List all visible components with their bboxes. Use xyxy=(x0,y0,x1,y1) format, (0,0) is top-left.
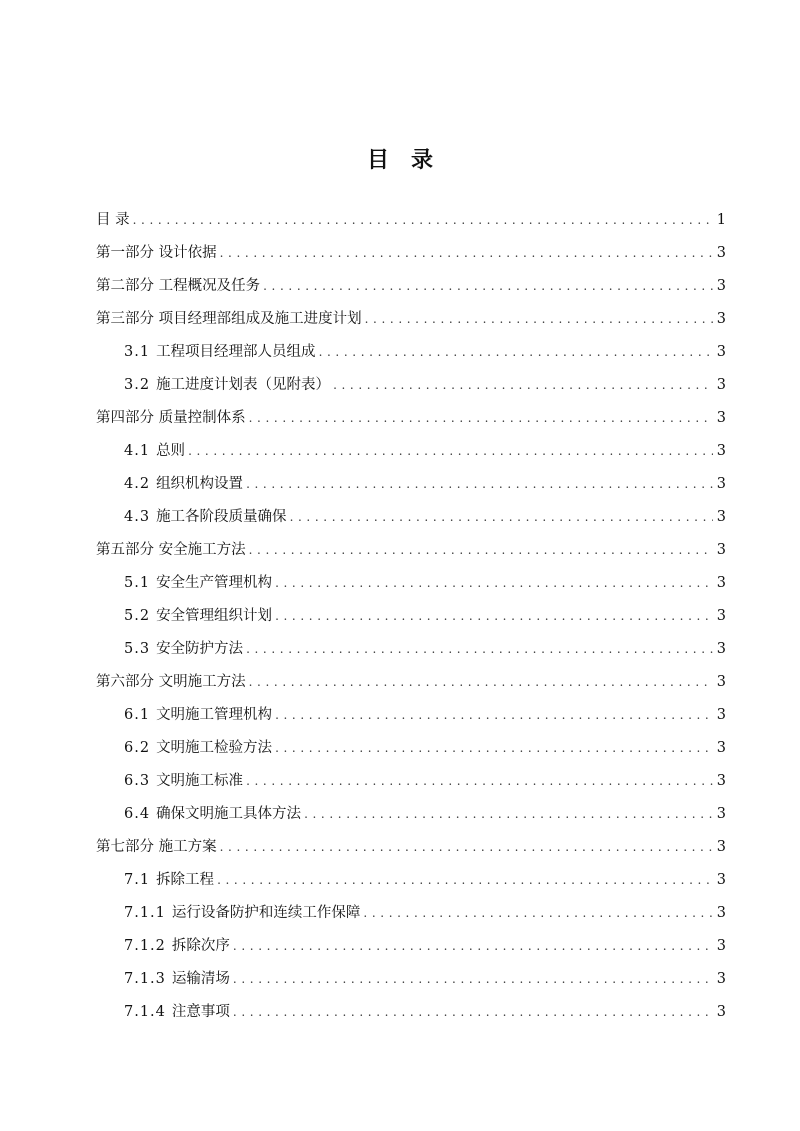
toc-entry-label xyxy=(96,270,260,303)
toc-entry-title: 第六部分 文明施工方法 xyxy=(96,674,246,690)
toc-entry[interactable] xyxy=(96,567,726,600)
toc-entry[interactable] xyxy=(96,369,726,402)
toc-entry-title: 第五部分 安全施工方法 xyxy=(96,542,246,558)
toc-page-number: 3 xyxy=(716,344,726,360)
toc-entry[interactable] xyxy=(96,930,726,963)
toc-dot-leader xyxy=(275,567,713,600)
toc-page-number: 3 xyxy=(716,971,726,987)
toc-entry-label xyxy=(124,798,301,831)
toc-entry-label xyxy=(124,699,272,732)
toc-dot-leader xyxy=(246,765,713,798)
toc-entry-label xyxy=(124,633,243,666)
toc-entry-number: 5.1 xyxy=(124,575,151,591)
toc-page-number: 3 xyxy=(716,410,726,426)
toc-dot-leader xyxy=(246,468,713,501)
toc-page-number: 3 xyxy=(716,773,726,789)
toc-page-number: 3 xyxy=(716,1004,726,1020)
toc-page-number: 3 xyxy=(716,377,726,393)
toc-entry-title: 第七部分 施工方案 xyxy=(96,839,217,855)
toc-entry-label xyxy=(124,600,272,633)
toc-entry-label xyxy=(96,666,246,699)
toc-entry-label xyxy=(96,534,246,567)
toc-entry-label xyxy=(124,930,230,963)
toc-dot-leader xyxy=(249,534,713,567)
toc-page-number: 3 xyxy=(716,872,726,888)
toc-entry-label xyxy=(124,996,230,1029)
toc-page-number: 3 xyxy=(716,674,726,690)
toc-dot-leader xyxy=(188,435,713,468)
toc-dot-leader xyxy=(275,699,713,732)
toc-entry[interactable] xyxy=(96,402,726,435)
toc-entry[interactable] xyxy=(96,468,726,501)
toc-entry[interactable] xyxy=(96,303,726,336)
toc-page-number: 3 xyxy=(716,509,726,525)
toc-dot-leader xyxy=(217,864,713,897)
toc-page-number: 3 xyxy=(716,608,726,624)
toc-entry-label xyxy=(124,435,185,468)
toc-entry-number: 6.2 xyxy=(124,740,151,756)
toc-dot-leader xyxy=(365,303,713,336)
toc-dot-leader xyxy=(319,336,713,369)
toc-entry-title: 第四部分 质量控制体系 xyxy=(96,410,246,426)
toc-dot-leader xyxy=(133,204,713,237)
toc-dot-leader xyxy=(233,963,713,996)
toc-entry-title: 工程项目经理部人员组成 xyxy=(156,344,316,360)
toc-dot-leader xyxy=(246,633,713,666)
toc-entry-label xyxy=(124,963,230,996)
toc-entry-number: 3.2 xyxy=(124,377,151,393)
toc-entry-label xyxy=(124,369,330,402)
toc-entry-label xyxy=(96,402,246,435)
toc-entry-title: 安全管理组织计划 xyxy=(156,608,273,624)
toc-dot-leader xyxy=(363,897,713,930)
toc-page-number: 3 xyxy=(716,245,726,261)
toc-dot-leader xyxy=(275,600,713,633)
toc-entry-title: 拆除工程 xyxy=(156,872,215,888)
toc-entry-number: 7.1.4 xyxy=(124,1004,166,1020)
toc-page-number: 3 xyxy=(716,311,726,327)
toc-entry[interactable] xyxy=(96,204,726,237)
toc-entry-label xyxy=(124,897,360,930)
toc-entry-number: 4.3 xyxy=(124,509,151,525)
toc-entry-title: 施工进度计划表（见附表） xyxy=(156,377,331,393)
toc-entry-title: 文明施工标准 xyxy=(156,773,244,789)
toc-entry-title: 运行设备防护和连续工作保障 xyxy=(171,905,361,921)
toc-entry[interactable] xyxy=(96,534,726,567)
toc-entry[interactable] xyxy=(96,600,726,633)
toc-entry-title: 安全生产管理机构 xyxy=(156,575,273,591)
toc-page-number: 3 xyxy=(716,278,726,294)
table-of-contents xyxy=(96,204,726,1029)
toc-page-number: 3 xyxy=(716,905,726,921)
toc-page-number: 3 xyxy=(716,707,726,723)
toc-entry[interactable] xyxy=(96,963,726,996)
toc-entry[interactable] xyxy=(96,765,726,798)
toc-entry-label xyxy=(96,237,217,270)
page-title: 目 录 xyxy=(366,148,433,173)
toc-dot-leader xyxy=(290,501,713,534)
toc-dot-leader xyxy=(304,798,713,831)
toc-entry[interactable] xyxy=(96,336,726,369)
toc-entry-title: 运输清场 xyxy=(171,971,230,987)
toc-dot-leader xyxy=(249,402,713,435)
toc-entry[interactable] xyxy=(96,666,726,699)
toc-entry-number: 5.3 xyxy=(124,641,151,657)
toc-entry-label xyxy=(124,765,243,798)
toc-entry-label xyxy=(124,501,287,534)
toc-entry-label xyxy=(96,303,362,336)
toc-entry-number: 3.1 xyxy=(124,344,151,360)
toc-entry[interactable] xyxy=(96,831,726,864)
toc-page-number: 3 xyxy=(716,542,726,558)
toc-entry-number: 7.1.1 xyxy=(124,905,166,921)
toc-dot-leader xyxy=(275,732,713,765)
toc-entry-label xyxy=(96,204,130,237)
toc-entry[interactable] xyxy=(96,798,726,831)
toc-entry-title: 文明施工管理机构 xyxy=(156,707,273,723)
toc-page-number: 3 xyxy=(716,443,726,459)
toc-entry-number: 6.4 xyxy=(124,806,151,822)
toc-dot-leader xyxy=(220,831,713,864)
toc-entry-title: 目 录 xyxy=(96,212,130,228)
toc-entry-title: 文明施工检验方法 xyxy=(156,740,273,756)
toc-entry[interactable] xyxy=(96,270,726,303)
toc-entry-number: 4.1 xyxy=(124,443,151,459)
toc-entry-number: 4.2 xyxy=(124,476,151,492)
toc-entry[interactable] xyxy=(96,699,726,732)
toc-entry[interactable] xyxy=(96,237,726,270)
toc-page-number: 3 xyxy=(716,476,726,492)
toc-entry-title: 安全防护方法 xyxy=(156,641,244,657)
toc-page-number: 3 xyxy=(716,575,726,591)
toc-entry-label xyxy=(124,567,272,600)
toc-dot-leader xyxy=(249,666,713,699)
toc-entry[interactable] xyxy=(96,996,726,1029)
toc-entry[interactable] xyxy=(96,897,726,930)
toc-entry-number: 7.1.3 xyxy=(124,971,166,987)
toc-dot-leader xyxy=(233,996,713,1029)
toc-entry-label xyxy=(124,468,243,501)
toc-entry-number: 7.1.2 xyxy=(124,938,166,954)
toc-dot-leader xyxy=(333,369,713,402)
toc-entry-title: 第二部分 工程概况及任务 xyxy=(96,278,261,294)
toc-entry[interactable] xyxy=(96,633,726,666)
toc-entry-label xyxy=(124,864,214,897)
toc-entry-label xyxy=(124,336,316,369)
toc-entry-number: 6.3 xyxy=(124,773,151,789)
toc-entry-title: 注意事项 xyxy=(171,1004,230,1020)
toc-entry-number: 6.1 xyxy=(124,707,151,723)
toc-page-number: 3 xyxy=(716,839,726,855)
toc-entry-number: 7.1 xyxy=(124,872,151,888)
toc-entry-title: 拆除次序 xyxy=(171,938,230,954)
toc-page-number: 3 xyxy=(716,641,726,657)
toc-entry-title: 施工各阶段质量确保 xyxy=(156,509,287,525)
toc-entry-title: 第三部分 项目经理部组成及施工进度计划 xyxy=(96,311,362,327)
toc-dot-leader xyxy=(263,270,713,303)
toc-entry-title: 组织机构设置 xyxy=(156,476,244,492)
toc-entry-title: 确保文明施工具体方法 xyxy=(156,806,302,822)
toc-page-number: 3 xyxy=(716,938,726,954)
toc-entry[interactable] xyxy=(96,435,726,468)
toc-entry-label xyxy=(96,831,217,864)
toc-entry[interactable] xyxy=(96,864,726,897)
toc-entry[interactable] xyxy=(96,501,726,534)
toc-page-number: 1 xyxy=(716,212,726,228)
toc-entry-title: 第一部分 设计依据 xyxy=(96,245,217,261)
toc-page-number: 3 xyxy=(716,740,726,756)
toc-entry[interactable] xyxy=(96,732,726,765)
toc-entry-label xyxy=(124,732,272,765)
toc-entry-number: 5.2 xyxy=(124,608,151,624)
toc-page-number: 3 xyxy=(716,806,726,822)
toc-dot-leader xyxy=(233,930,713,963)
toc-entry-title: 总则 xyxy=(156,443,186,459)
toc-dot-leader xyxy=(220,237,713,270)
